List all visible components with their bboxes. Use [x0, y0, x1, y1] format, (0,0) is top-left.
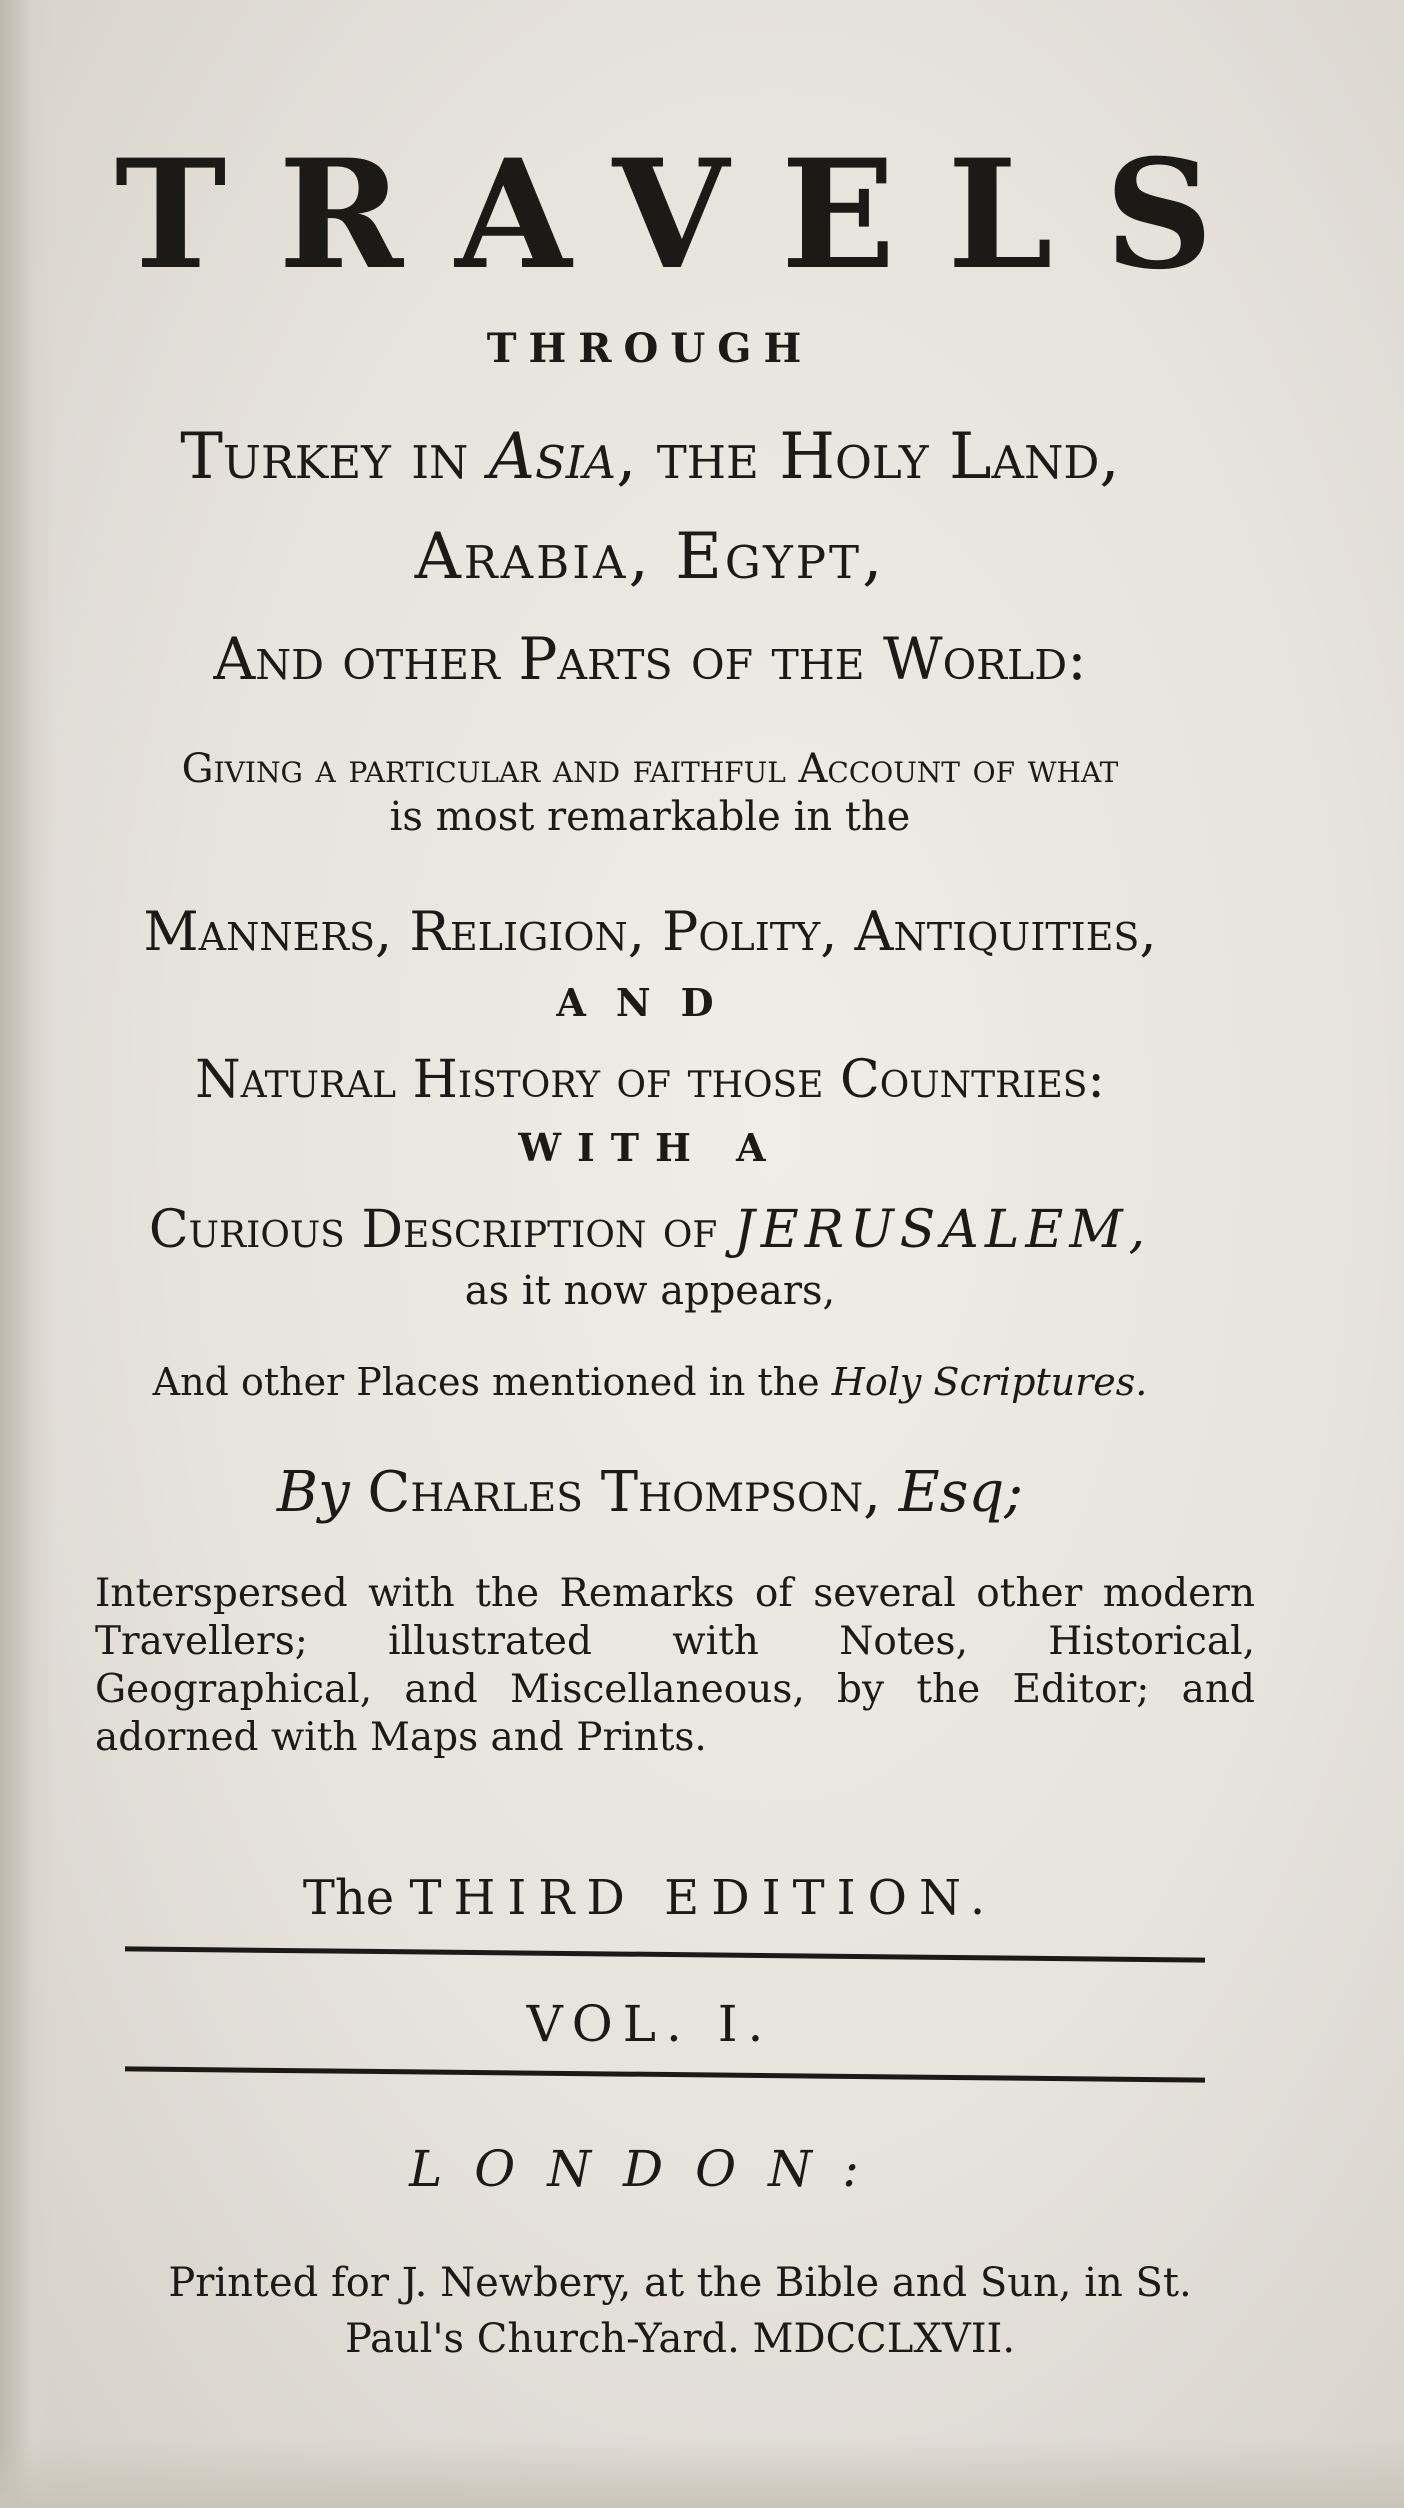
asia-text: Asia — [488, 420, 617, 494]
subtitle-with: WITH A — [518, 1125, 782, 1170]
imprint-place: LONDON: — [409, 2140, 891, 2198]
edition-the: The — [302, 1870, 410, 1926]
rule-top — [125, 1946, 1205, 1962]
edition-line — [60, 1870, 1240, 1926]
subtitle-manners: Manners, Religion, Polity, Antiquities, — [143, 900, 1157, 963]
subtitle-giving — [60, 745, 1240, 841]
page-edge-shadow — [0, 0, 55, 2508]
page-bottom-shadow — [0, 2438, 1404, 2508]
edition-third: THIRD EDITION. — [409, 1870, 998, 1926]
printed-line-2: Paul's Church-Yard. MDCCLXVII. — [344, 2316, 1016, 2362]
curious-text: Curious Description of — [148, 1200, 734, 1260]
subtitle-curious — [60, 1200, 1240, 1260]
subtitle-places — [60, 1360, 1240, 1404]
scriptures-text: Holy Scriptures. — [831, 1360, 1148, 1404]
jerusalem-text: JERUSALEM, — [733, 1200, 1152, 1260]
title-line-parts: And other Parts of the World: — [213, 625, 1087, 693]
interspersed-paragraph: Interspersed with the Remarks of several other modern Travellers; illustrated with Notes, Historical, Geographical, and Miscellaneous, by the Editor; and adorned with Maps and Prints. — [95, 1571, 1255, 1760]
imprint-printer — [110, 2195, 1250, 2367]
giving-line-2: is most remarkable in the — [389, 794, 911, 840]
esq-text: Esq; — [898, 1460, 1024, 1525]
by-text: By — [276, 1460, 368, 1525]
places-text: And other Places mentioned in the — [152, 1360, 832, 1404]
rule-bottom — [125, 2066, 1205, 2082]
book-title: TRAVELS — [114, 127, 1266, 303]
holy-land-text: , the Holy Land, — [616, 420, 1120, 494]
author-name: Charles Thompson, — [367, 1460, 899, 1525]
subtitle-appears: as it now appears, — [464, 1268, 836, 1314]
volume-label: VOL. I. — [526, 1995, 774, 2053]
title-line-turkey — [60, 420, 1240, 494]
author-line — [60, 1460, 1240, 1525]
title-line-arabia: Arabia, Egypt, — [414, 520, 886, 594]
giving-line-1: Giving a particular and faithful Account of what — [181, 746, 1119, 792]
turkey-text: Turkey in — [180, 420, 489, 494]
subtitle-natural: Natural History of those Countries: — [195, 1050, 1105, 1110]
printed-line-1: Printed for J. Newbery, at the Bible and Sun, in St. — [168, 2260, 1192, 2306]
subtitle-and: AND — [556, 980, 744, 1025]
title-through: THROUGH — [486, 325, 814, 372]
